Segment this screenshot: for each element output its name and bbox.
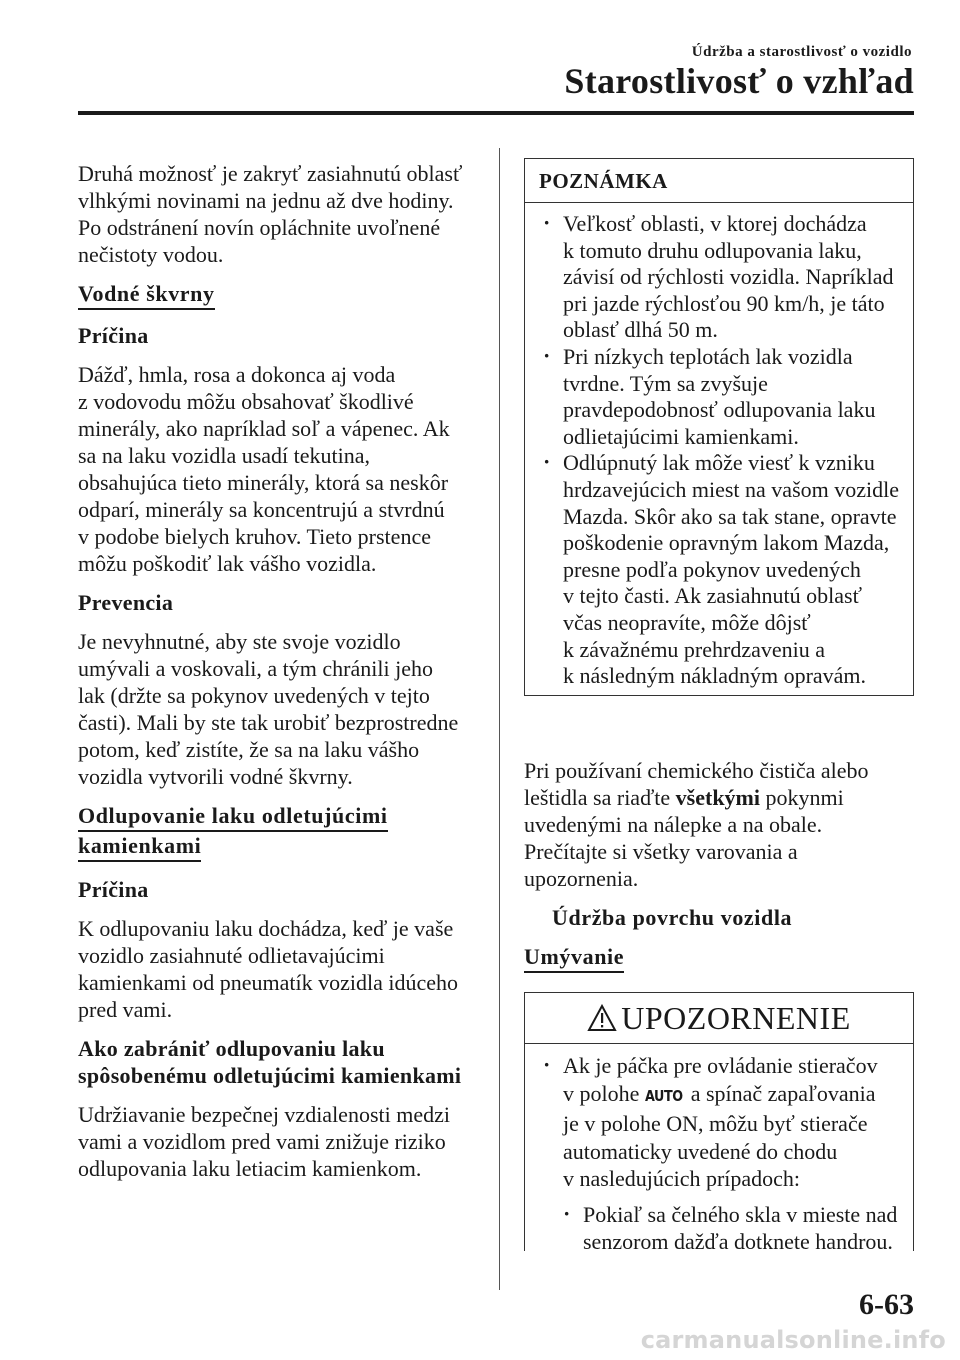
note-title: POZNÁMKA [525, 159, 913, 203]
header-rule [78, 111, 914, 115]
heading-prevention: Prevencia [78, 590, 174, 615]
page-number: 6-63 [859, 1288, 914, 1321]
note-box [524, 158, 914, 696]
note-list [525, 203, 913, 690]
heading-avoid-chipping: Ako zabrániť odlupovaniu laku spôsobenému odletujúcimi kamienkami [78, 1036, 462, 1088]
note-item: · Pri nízkych teplotách lak vozidla tvrdne. Tým sa zvyšuje pravdepodobnosť odlupovania laku odlietajúcimi kamienkami. [543, 344, 901, 450]
warning-triangle-icon [587, 1004, 617, 1032]
heading-cause-2: Príčina [78, 877, 149, 902]
heading-stone-chipping: Odlupovanie laku odletujúcimi kamienkami [78, 802, 478, 862]
chemical-cleaner-paragraph: Pri používaní chemického čističa alebo leštidla sa riaďte všetkými pokynmi uvedenými na nálepke a na obale. Prečítajte si všetky varovania a upozornenia. [524, 758, 869, 891]
note-item: · Veľkosť oblasti, v ktorej dochádza k tomuto druhu odlupovania laku, závisí od rýchlosti vozidla. Napríklad pri jazde rýchlosťou 90 km/h, je táto oblasť dlhá 50 m. [543, 211, 901, 344]
chapter-title: Údržba a starostlivosť o vozidlo [691, 44, 912, 60]
column-divider [499, 148, 500, 1290]
prevention-paragraph: Je nevyhnutné, aby ste svoje vozidlo umývali a voskovali, a tým chránili jeho lak (držte sa pokynov uvedených v tejto časti). Mali by ste tak urobiť bezprostredne potom, keď zistíte, že sa na laku vášho vozidla vytvorili vodné škvrny. [78, 629, 459, 789]
caution-item: · Ak je páčka pre ovládanie stieračov v polohe AUTO a spínač zapaľovania je v polohe ON, môžu byť stierače automaticky uvedené do chodu v nasledujúcich prípadoch: [543, 1052, 901, 1193]
auto-position-symbol: AUTO [644, 1086, 683, 1105]
avoid-paragraph: Udržiavanie bezpečnej vzdialenosti medzi vami a vozidlom pred vami znižuje riziko odlupovania laku letiacim kamienkom. [78, 1102, 450, 1181]
heading-washing: Umývanie [524, 943, 624, 973]
heading-surface-care: Údržba povrchu vozidla [552, 905, 793, 930]
cause-paragraph: Dážď, hmla, rosa a dokonca aj voda z vodovodu môžu obsahovať škodlivé minerály, ako napríklad soľ a vápenec. Ak sa na laku vozidla usadí tekutina, obsahujúca tieto minerály, ktorá sa neskôr odparí, minerály sa koncentrujú a stvrdnú v podobe bielych kruhov. Tieto prstence môžu poškodiť lak vášho vozidla. [78, 362, 450, 576]
watermark: carmanualsonline.info [640, 1326, 946, 1354]
section-title: Starostlivosť o vzhľad [564, 61, 914, 101]
caution-box [524, 992, 914, 1254]
caution-title: UPOZORNENIE [525, 993, 913, 1044]
right-column [524, 757, 916, 985]
note-item: · Odlúpnutý lak môže viesť k vzniku hrdzavejúcich miest na vašom vozidle Mazda. Skôr ako sa tak stane, opravte poškodenie opravným lakom Mazda, presne podľa pokynov uvedených v tejto časti. Ak zasiahnutú oblasť včas neopravíte, môže dôjsť k závažnému prehrdzaveniu a k následným nákladným opravám. [543, 450, 901, 689]
caution-subitem: · Pokiaľ sa čelného skla v mieste nad senzorom dažďa dotknete handrou. [563, 1201, 901, 1256]
heading-cause: Príčina [78, 323, 149, 348]
left-column [78, 160, 478, 1194]
heading-water-spots: Vodné škvrny [78, 280, 215, 310]
cause-2-paragraph: K odlupovaniu laku dochádza, keď je vaše vozidlo zasiahnuté odlietavajúcimi kamienkami od pneumatík vozidla idúceho pred vami. [78, 916, 459, 1022]
intro-paragraph: Druhá možnosť je zakryť zasiahnutú oblasť vlhkými novinami na jednu až dve hodiny. Po odstránení novín opláchnite uvoľnené nečistoty vodou. [78, 161, 463, 267]
